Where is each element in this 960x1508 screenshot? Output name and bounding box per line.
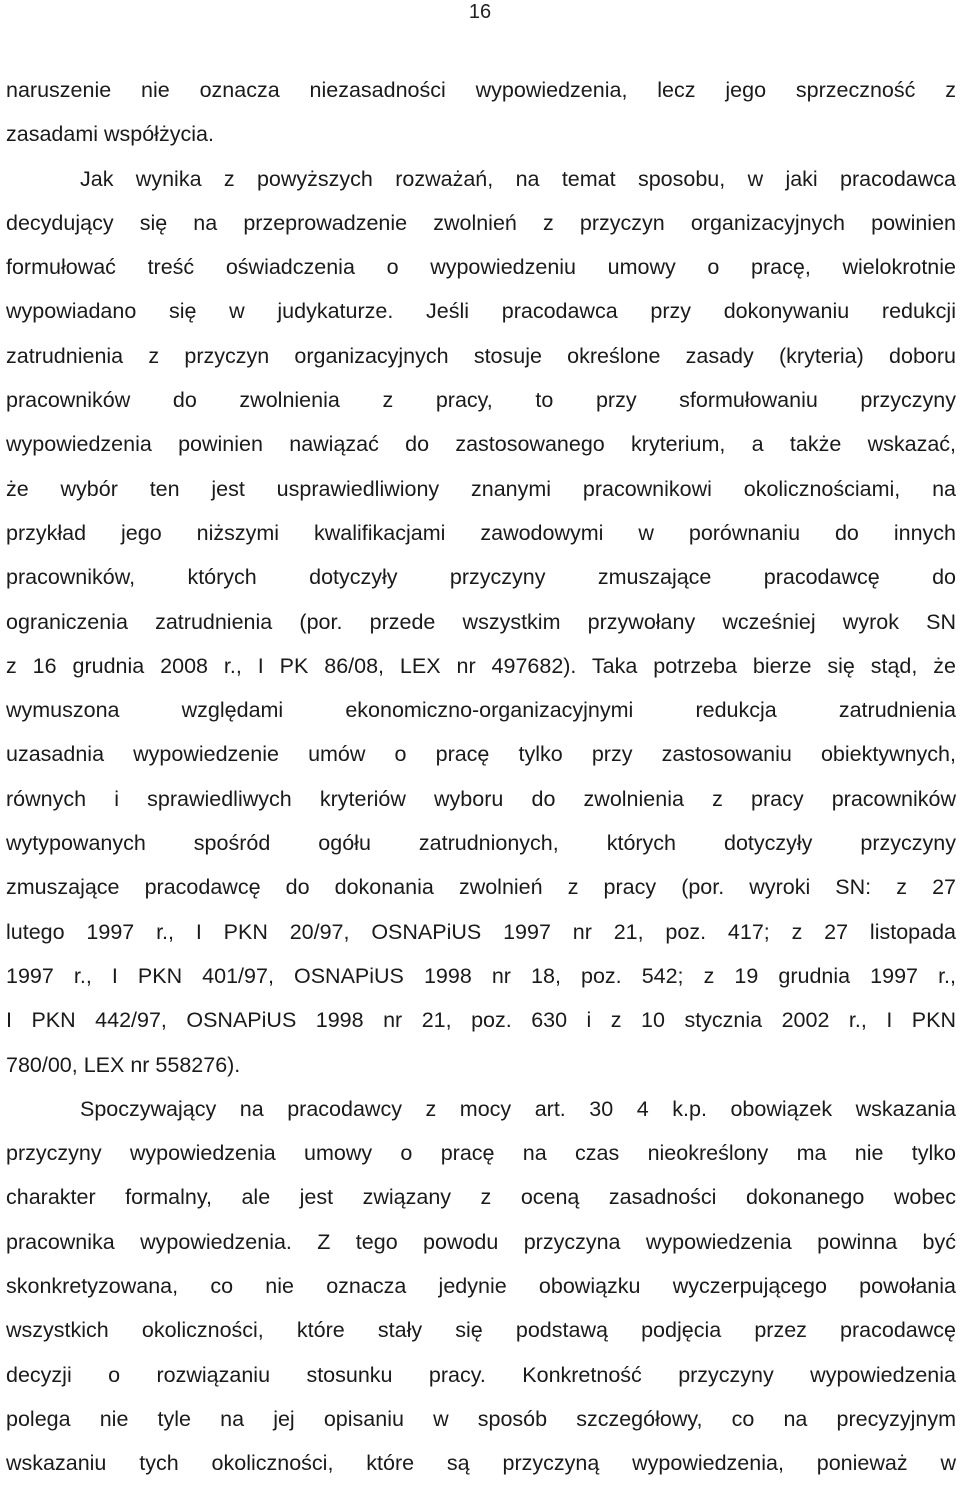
text-line: I PKN 442/97, OSNAPiUS 1998 nr 21, poz. 630 i z 10 stycznia 2002 r., I PKN [6,1008,956,1033]
text-line: zmuszające pracodawcę do dokonania zwolnień z pracy (por. wyroki SN: z 27 [6,875,956,900]
text-line: z 16 grudnia 2008 r., I PK 86/08, LEX nr 497682). Taka potrzeba bierze się stąd, że [6,653,956,678]
text-line: lutego 1997 r., I PKN 20/97, OSNAPiUS 1997 nr 21, poz. 417; z 27 listopada [6,919,956,944]
text-line: formułować treść oświadczenia o wypowiedzeniu umowy o pracę, wielokrotnie [6,255,956,280]
text-line: wymuszona względami ekonomiczno-organizacyjnymi redukcja zatrudnienia [6,698,956,723]
text-line: skonkretyzowana, co nie oznacza jedynie obowiązku wyczerpującego powołania [6,1274,956,1299]
text-line: że wybór ten jest usprawiedliwiony znanymi pracownikowi okolicznościami, na [6,476,956,501]
text-line: wskazaniu tych okoliczności, które są przyczyną wypowiedzenia, ponieważ w [6,1451,956,1476]
text-line: zasadami współżycia. [6,122,214,147]
text-line: pracowników do zwolnienia z pracy, to przy sformułowaniu przyczyny [6,388,956,413]
text-line: naruszenie nie oznacza niezasadności wypowiedzenia, lecz jego sprzeczność z [6,78,956,102]
text-line: przyczyny wypowiedzenia umowy o pracę na czas nieokreślony ma nie tylko [6,1141,956,1166]
page-number: 16 [468,1,492,23]
document-body [6,68,956,1486]
text-line: 1997 r., I PKN 401/97, OSNAPiUS 1998 nr 18, poz. 542; z 19 grudnia 1997 r., [6,963,956,988]
text-line: polega nie tyle na jej opisaniu w sposób szczegółowy, co na precyzyjnym [6,1406,956,1431]
text-line: decydujący się na przeprowadzenie zwolnień z przyczyn organizacyjnych powinien [6,210,956,235]
text-line: 780/00, LEX nr 558276). [6,1052,241,1077]
text-line: wytypowanych spośród ogółu zatrudnionych, których dotyczyły przyczyny [6,831,956,856]
text-line: wypowiadano się w judykaturze. Jeśli pracodawca przy dokonywaniu redukcji [6,299,956,324]
text-line: przykład jego niższymi kwalifikacjami zawodowymi w porównaniu do innych [6,520,956,545]
text-line: pracownika wypowiedzenia. Z tego powodu przyczyna wypowiedzenia powinna być [6,1229,956,1254]
text-line: uzasadnia wypowiedzenie umów o pracę tylko przy zastosowaniu obiektywnych, [6,742,956,767]
text-line: Spoczywający na pracodawcy z mocy art. 30 4 k.p. obowiązek wskazania [80,1096,956,1121]
text-line: wypowiedzenia powinien nawiązać do zastosowanego kryterium, a także wskazać, [6,432,956,457]
text-line: wszystkich okoliczności, które stały się podstawą podjęcia przez pracodawcę [6,1318,956,1343]
text-line: pracowników, których dotyczyły przyczyny zmuszające pracodawcę do [6,565,956,590]
text-line: decyzji o rozwiązaniu stosunku pracy. Konkretność przyczyny wypowiedzenia [6,1362,956,1387]
text-line: zatrudnienia z przyczyn organizacyjnych stosuje określone zasady (kryteria) doboru [6,343,956,368]
text-line: Jak wynika z powyższych rozważań, na temat sposobu, w jaki pracodawca [80,166,956,191]
text-line: równych i sprawiedliwych kryteriów wyboru do zwolnienia z pracy pracowników [6,786,956,811]
text-line: ograniczenia zatrudnienia (por. przede wszystkim przywołany wcześniej wyrok SN [6,609,956,634]
text-line: charakter formalny, ale jest związany z oceną zasadności dokonanego wobec [6,1185,956,1210]
